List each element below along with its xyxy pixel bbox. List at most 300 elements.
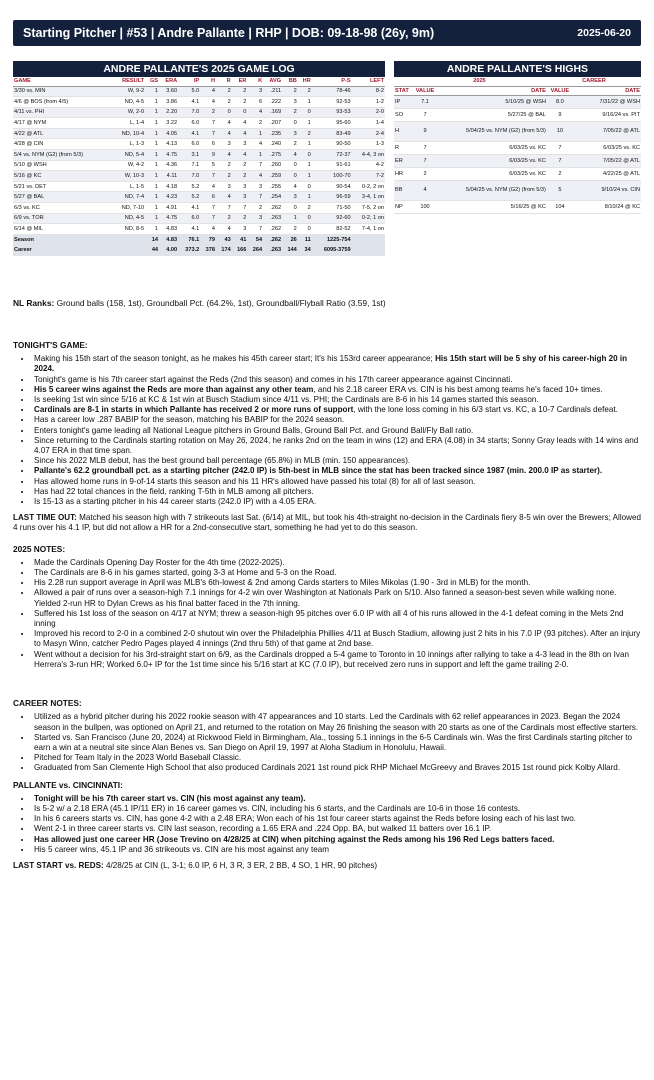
table-cell: W, 10-3 [111,171,145,182]
table-cell: .262 [263,203,282,214]
table-cell: 3 [232,224,248,235]
table-cell: 4/17 @ NYM [13,118,111,129]
highs-group-2025: 2025 [412,77,547,86]
list-item [32,456,641,466]
table-cell: 3.1 [178,150,200,161]
column-header: DATE [573,86,641,95]
column-header: P-S [312,77,352,86]
list-item-text: Has had 22 total chances in the field, ranking T-5th in MLB among all pitchers. [34,486,314,496]
table-cell: 4 [232,128,248,139]
table-cell: 41 [232,234,248,245]
table-cell: 4.1 [178,97,200,108]
table-cell: 4 [216,224,232,235]
table-cell: 8-2 [352,86,385,97]
table-cell: 2 [282,107,298,118]
table-cell: 4.11 [159,171,178,182]
table-cell: 3 [216,139,232,150]
table-cell: 7-4, 1 on [352,224,385,235]
table-cell: 144 [282,245,298,256]
table-cell: 4 [282,150,298,161]
table-cell: 2 [232,213,248,224]
list-item-text: Since returning to the Cardinals starting rotation on May 26, 2024, he ranks 2nd on the team in wins (12) and ERA (4.08) in 34 starts; Sonny Gray leads with 14 wins and 4.07 ERA in that time span. [34,435,639,456]
table-cell: ND, 7-4 [111,192,145,203]
table-cell: 0 [298,107,312,118]
table-row [394,108,641,121]
table-cell: 2 [547,167,573,180]
table-cell: 7 [412,154,438,167]
list-item [32,375,641,385]
table-row [394,95,641,108]
game-log-panel [13,61,385,256]
table-cell: 2 [216,97,232,108]
column-header: AVG [263,77,282,86]
totals-row [13,245,385,256]
list-item-bold: His 15th start will be 5 shy of his career-high 20 in 2024. [34,354,628,374]
table-cell: 4.05 [159,128,178,139]
table-cell: 7/31/22 @ WSH [573,95,641,108]
table-cell: 5/10 @ WSH [13,160,111,171]
table-cell: 2 [247,118,263,129]
table-cell: 34 [298,245,312,256]
career-notes-list [32,712,641,773]
table-cell: .207 [263,118,282,129]
list-item: • Started vs. San Francisco (June 20, 2024) at Rickwood Field in Birmingham, Ala., tossing 5.1 innings in the 6-5 Cardinals win. Was the first Cardinals starting pitcher to earn a win at a neutral site since Alan Benes vs. San Diego on April 19, 1997 at Aloha Stadium in Honolulu, Hawaii. [32,733,641,753]
table-cell: 3 [232,139,248,150]
table-cell: 1 [145,171,159,182]
table-cell: 3.22 [159,118,178,129]
table-cell: .263 [263,213,282,224]
highs-panel [394,61,641,214]
table-cell: 7 [547,154,573,167]
table-cell: 2 [200,107,216,118]
table-cell: 2 [232,86,248,97]
table-cell: 2 [216,213,232,224]
table-cell: 2 [216,171,232,182]
table-cell: 2 [232,97,248,108]
table-cell: 2.20 [159,107,178,118]
table-cell: 14 [145,234,159,245]
vs-cin-list [32,794,641,855]
table-cell: 1 [145,107,159,118]
list-item: • His 2.28 run support average in April was MLB's 6th-lowest & 2nd among Cards starters to Miles Mikolas (1.90 - 3rd in MLB) for the month. [32,578,641,588]
table-cell: 7 [200,128,216,139]
table-cell: 79 [200,234,216,245]
table-cell: 1 [247,150,263,161]
table-cell: 26 [282,234,298,245]
table-cell: 3 [247,86,263,97]
table-cell: L, 1-3 [111,139,145,150]
table-cell: 92-60 [312,213,352,224]
table-cell: 7 [232,203,248,214]
table-cell: ND, 5-4 [111,150,145,161]
table-cell: 6/03/25 vs. KC [438,141,547,154]
table-cell: .275 [263,150,282,161]
table-cell: 2 [298,203,312,214]
table-cell: 2-4 [352,128,385,139]
table-cell: 9 [200,150,216,161]
table-cell: NP [394,200,412,213]
table-cell: 1 [145,203,159,214]
table-cell: 92-53 [312,97,352,108]
table-cell: 4.75 [159,150,178,161]
list-item-bold: Cardinals are 8-1 in starts in which Pallante has received 2 or more runs of support [34,405,354,415]
table-cell: 9 [412,121,438,141]
list-item-text: Enters tonight's game leading all National League pitchers in Ground Balls, Ground Ball Pct. and Ground Ball/Fly Ball ratio. [34,425,474,435]
table-cell: 6/3 vs. KC [13,203,111,214]
table-cell: .235 [263,128,282,139]
table-row [394,154,641,167]
last-start-label: LAST START vs. REDS: [13,860,104,870]
table-cell: 4.36 [159,160,178,171]
table-cell: 100-70 [312,171,352,182]
table-cell: 4.1 [178,203,200,214]
table-cell: 8.0 [547,95,573,108]
game-log-title: ANDRE PALLANTE'S 2025 GAME LOG [13,61,385,77]
last-time-out-text: Matched his season high with 7 strikeouts last Sat. (6/14) at MIL, but took his 4th-straight no-decision in the Cardinals fiery 8-5 win over the Brewers; Allowed 4 runs over his 4.1 IP, but did not allow a HR for a 2nd-consecutive start, something he had yet to do this season. [13,513,642,533]
table-cell: 5/21 vs. DET [13,181,111,192]
table-cell: 7.0 [178,171,200,182]
table-cell: 1 [298,160,312,171]
table-cell: 93-53 [312,107,352,118]
career-notes-heading: CAREER NOTES: [13,698,82,709]
table-row [394,167,641,180]
game-log-body [13,86,385,256]
list-item [32,835,641,845]
table-cell: 4 [412,180,438,200]
table-cell: 7 [247,160,263,171]
table-cell: 9/16/24 vs. PIT [573,108,641,121]
list-item-text: Went 2-1 in three career starts vs. CIN last season, recording a 1.65 ERA and .224 Opp. BA, but walked 11 batters over 16.1 IP. [34,824,492,834]
table-cell: 4.83 [159,234,178,245]
table-cell: 3 [282,97,298,108]
table-cell: 7.1 [412,95,438,108]
table-cell: 90-54 [312,181,352,192]
table-cell: 90-50 [312,139,352,150]
table-cell: BB [394,180,412,200]
table-cell: 5.0 [178,86,200,97]
table-cell: 1-2 [352,97,385,108]
table-cell [352,234,385,245]
list-item-bold: Has allowed just one career HR (Jose Trevino on 4/28/25 at CIN) when pitching against the Reds among his 196 Red Legs batters faced. [34,834,555,844]
table-cell: 3 [232,192,248,203]
table-cell: SO [394,108,412,121]
table-cell: 4/22 @ ATL [13,128,111,139]
table-cell: 4.1 [178,224,200,235]
game-log-header-row [13,77,385,86]
table-cell: 7 [412,108,438,121]
table-cell: 4 [200,86,216,97]
table-cell: 2 [412,167,438,180]
list-item [32,845,641,855]
list-item [32,824,641,834]
table-cell: 5/04/25 vs. NYM (G2) (from 5/3) [438,121,547,141]
table-cell [111,245,145,256]
table-row [13,203,385,214]
highs-group-career: CAREER [547,77,641,86]
table-cell: ND, 4-5 [111,213,145,224]
table-cell: 71-50 [312,203,352,214]
column-header: DATE [438,86,547,95]
table-cell: 7 [247,224,263,235]
table-row [13,160,385,171]
table-row [13,213,385,224]
list-item [32,385,641,395]
table-cell: 4.23 [159,192,178,203]
table-cell: 1 [298,192,312,203]
table-cell: 5 [547,180,573,200]
table-cell: 1 [145,97,159,108]
column-header: R [216,77,232,86]
table-cell: 4 [247,139,263,150]
table-cell: 0 [232,107,248,118]
table-row [13,107,385,118]
table-cell: 3 [232,181,248,192]
table-cell: 1 [298,139,312,150]
list-item: • Suffered his 1st loss of the season on 4/17 at NYM; threw a season-high 95 pitches over 6.0 IP with all 4 of his runs allowed in the 4-1 defeat coming in the Mets 2nd inning [32,609,641,629]
table-cell: .254 [263,192,282,203]
table-cell: 7 [200,213,216,224]
table-row [13,86,385,97]
table-cell: 4.1 [178,128,200,139]
last-start-vs-reds [13,861,641,871]
table-cell: 378 [200,245,216,256]
table-cell: 6/03/25 vs. KC [438,154,547,167]
table-cell: 6 [247,97,263,108]
table-cell: .262 [263,234,282,245]
table-cell: R [394,141,412,154]
list-item-text: His 5 career wins, 45.1 IP and 36 strikeouts vs. CIN are his most against any team [34,844,329,854]
last-time-out-label: LAST TIME OUT: [13,513,77,523]
table-cell: 9 [547,108,573,121]
table-cell: 3 [247,181,263,192]
table-cell: .222 [263,97,282,108]
table-row [13,128,385,139]
table-cell: 7 [216,203,232,214]
list-item-text: , and his 2.18 career ERA vs. CIN is his best among teams he's faced 10+ times. [313,384,603,394]
table-cell: 4 [232,150,248,161]
table-cell: 4 [200,97,216,108]
column-header: GAME [13,77,111,86]
table-row [13,118,385,129]
notes-2025-heading: 2025 NOTES: [13,543,66,554]
table-cell: 3 [282,128,298,139]
list-item [32,436,641,456]
table-cell: 7 [412,141,438,154]
table-cell: 0 [298,150,312,161]
table-cell: 4/6 @ BOS (from 4/5) [13,97,111,108]
table-row [394,141,641,154]
list-item-text: Has allowed home runs in 9-of-14 starts this season and his 11 HR's allowed have passed his total (8) for all of last season. [34,476,476,486]
table-cell: .240 [263,139,282,150]
table-cell: 76.1 [178,234,200,245]
table-cell: 6.0 [178,139,200,150]
table-cell: 1 [145,192,159,203]
highs-body [394,95,641,213]
table-cell: 1 [298,118,312,129]
table-cell: 8/10/24 @ KC [573,200,641,213]
last-time-out [13,513,641,533]
list-item [32,794,641,804]
table-cell: W, 9-2 [111,86,145,97]
table-cell: .255 [263,181,282,192]
table-cell: 5.2 [178,181,200,192]
table-cell: L, 1-5 [111,181,145,192]
table-row [13,171,385,182]
list-item [32,487,641,497]
notes-body [13,340,641,871]
nl-ranks-label: NL Ranks: [13,298,55,308]
table-cell: ND, 10-4 [111,128,145,139]
table-row [13,224,385,235]
list-item [32,405,641,415]
table-cell: 54 [247,234,263,245]
table-cell: 264 [247,245,263,256]
table-cell: 0 [298,213,312,224]
column-header: ER [232,77,248,86]
table-cell: H [394,121,412,141]
list-item: • Allowed a pair of runs over a season-high 7.1 innings for 4-2 win over Washington at Nationals Park on 5/10. Also fanned a season-best seven while walking none. Yielded 2-run HR to Dylan Crews as his final batter faced in the 7th inning. [32,588,641,608]
table-cell: 2-0 [352,107,385,118]
list-item-text: , with the lone loss coming in his 6/3 start vs. KC, a 10-7 Cardinals defeat. [353,405,618,415]
column-header: RESULT [111,77,145,86]
column-header: K [247,77,263,86]
list-item: • Improved his record to 2-0 in a combined 2-0 shutout win over the Philadelphia Phillies 4/11 at Busch Stadium, allowing just 2 hits in his 7.0 IP (93 pitches). After an injury to Masyn Winn, catcher Pedro Pages played 4 innings (2nd thru 5th) of that game at 2nd base. [32,629,641,649]
table-cell: 1225-754 [312,234,352,245]
column-header: IP [178,77,200,86]
list-item: • Utilized as a hybrid pitcher during his 2022 rookie season with 47 appearances and 10 starts. Led the Cardinals with 62 relief appearances in 2023. Began the 2024 season in the bullpen, was optioned on April 21, and returned to the rotation on May 26 finishing the season with 20 starts as one of the Cardinals most effective starters. [32,712,641,732]
table-cell: 6095-3759 [312,245,352,256]
column-header: STAT [394,86,412,95]
table-cell: 373.2 [178,245,200,256]
table-cell: ER [394,154,412,167]
list-item: • Pitched for Team Italy in the 2023 World Baseball Classic. [32,753,641,763]
table-cell: 2 [232,171,248,182]
highs-group-spacer [394,77,412,86]
table-cell: 1 [145,118,159,129]
list-item [32,395,641,405]
table-cell: 91-61 [312,160,352,171]
table-cell: L, 1-4 [111,118,145,129]
table-cell: 4.75 [159,213,178,224]
table-cell: 0-2, 2 on [352,181,385,192]
table-row [394,180,641,200]
tonight-heading: TONIGHT'S GAME: [13,340,88,350]
table-cell: 1 [145,86,159,97]
table-cell: 166 [232,245,248,256]
list-item-bold: His 5 career wins against the Reds are more than against any other team [34,384,314,394]
table-cell: 2 [298,128,312,139]
table-cell: .169 [263,107,282,118]
list-item-text: Is seeking 1st win since 5/16 at KC & 1st win at Busch Stadium since 4/11 vs. PHI; the Cardinals are 8-6 in his 14 games started this season. [34,395,539,405]
column-header: VALUE [547,86,573,95]
table-cell: 4-4, 3 on [352,150,385,161]
highs-group-row [394,77,641,86]
table-cell: 3.86 [159,97,178,108]
list-item: • The Cardinals are 8-6 in his games started, going 3-3 at Home and 5-3 on the Road. [32,568,641,578]
table-cell: 4.00 [159,245,178,256]
highs-table [394,77,641,214]
table-cell: 9/10/24 vs. CIN [573,180,641,200]
table-cell: 7-5, 2 on [352,203,385,214]
table-cell: 3/30 vs. MIN [13,86,111,97]
table-cell: 1 [282,213,298,224]
table-cell: 1 [145,128,159,139]
list-item [32,466,641,476]
column-header: HR [298,77,312,86]
table-cell: 4 [216,192,232,203]
table-cell: 6/14 @ MIL [13,224,111,235]
table-cell: 5/04/25 vs. NYM (G2) (from 5/3) [438,180,547,200]
table-cell: 5/27 @ BAL [13,192,111,203]
column-header: H [200,77,216,86]
table-cell: 4 [200,181,216,192]
last-start-text: 4/28/25 at CIN (L, 3-1; 6.0 IP, 6 H, 3 R, 3 ER, 2 BB, 4 SO, 1 HR, 90 pitches) [105,860,378,870]
table-cell: 2 [216,160,232,171]
list-item-text: Is 15-13 as a starting pitcher in his 44 career starts (242.0 IP) with a 4.05 ERA. [34,497,317,507]
nl-ranks-text: Ground balls (158, 1st), Groundball Pct. (64.2%, 1st), Groundball/Flyball Ratio (3.59, 1st) [56,298,386,308]
table-cell: 1 [298,171,312,182]
table-cell: 3 [216,181,232,192]
table-cell: 1 [145,213,159,224]
table-cell: HR [394,167,412,180]
table-cell: 6.0 [178,118,200,129]
table-cell: 2 [298,86,312,97]
list-item: • Made the Cardinals Opening Day Roster for the 4th time (2022-2025). [32,558,641,568]
table-row [13,139,385,150]
table-cell: 6/9 vs. TOR [13,213,111,224]
table-cell: 4 [216,118,232,129]
table-row [13,181,385,192]
list-item-text: Since his 2022 MLB debut, has the best ground ball percentage (65.8%) in MLB (min. 150 appearances). [34,456,411,466]
vs-cin-heading: PALLANTE vs. CINCINNATI: [13,779,123,790]
table-cell: 7/05/22 @ ATL [573,154,641,167]
table-cell: 1 [247,128,263,139]
list-item [32,477,641,487]
table-cell: 72-37 [312,150,352,161]
table-cell: 4 [282,181,298,192]
table-cell: 2 [282,86,298,97]
list-item [32,354,641,374]
table-cell: 96-59 [312,192,352,203]
table-cell: 4 [200,224,216,235]
table-cell: 2 [247,203,263,214]
table-cell: 4.13 [159,139,178,150]
table-cell: .211 [263,86,282,97]
table-cell: 83-49 [312,128,352,139]
header-bar [13,20,641,46]
list-item: • Went without a decision for his 3rd-straight start on 6/9, as the Cardinals dropped a 5-4 game to Toronto in 10 innings after rallying to take a 4-3 lead in the 8th on Ivan Herrera's 3-run HR; Worked 6.0+ IP for the 1st time since his 5/16 start at KC (7.0 IP), but received zero runs in support and left the game trailing 2-0. [32,650,641,670]
table-cell: 1 [145,150,159,161]
table-cell: 7 [200,118,216,129]
nl-ranks [13,298,386,308]
table-cell: 7 [200,171,216,182]
table-row [13,97,385,108]
table-cell: 100 [412,200,438,213]
list-item-bold: Pallante's 62.2 groundball pct. as a starting pitcher (242.0 IP) is 5th-best in MLB since the stat has been tracked since 1987 (min. 200.0 IP as starter). [34,466,603,476]
table-cell: 1-4 [352,118,385,129]
header-date: 2025-06-20 [577,27,631,39]
table-cell: 0 [216,107,232,118]
game-log-table [13,77,385,256]
table-cell: 7/05/22 @ ATL [573,121,641,141]
table-cell: 4/22/25 @ ATL [573,167,641,180]
table-cell: 3 [247,213,263,224]
list-item [32,804,641,814]
table-cell: 6 [200,192,216,203]
table-cell: 2 [282,224,298,235]
table-cell: 82-52 [312,224,352,235]
table-cell: 5/16/25 @ KC [438,200,547,213]
